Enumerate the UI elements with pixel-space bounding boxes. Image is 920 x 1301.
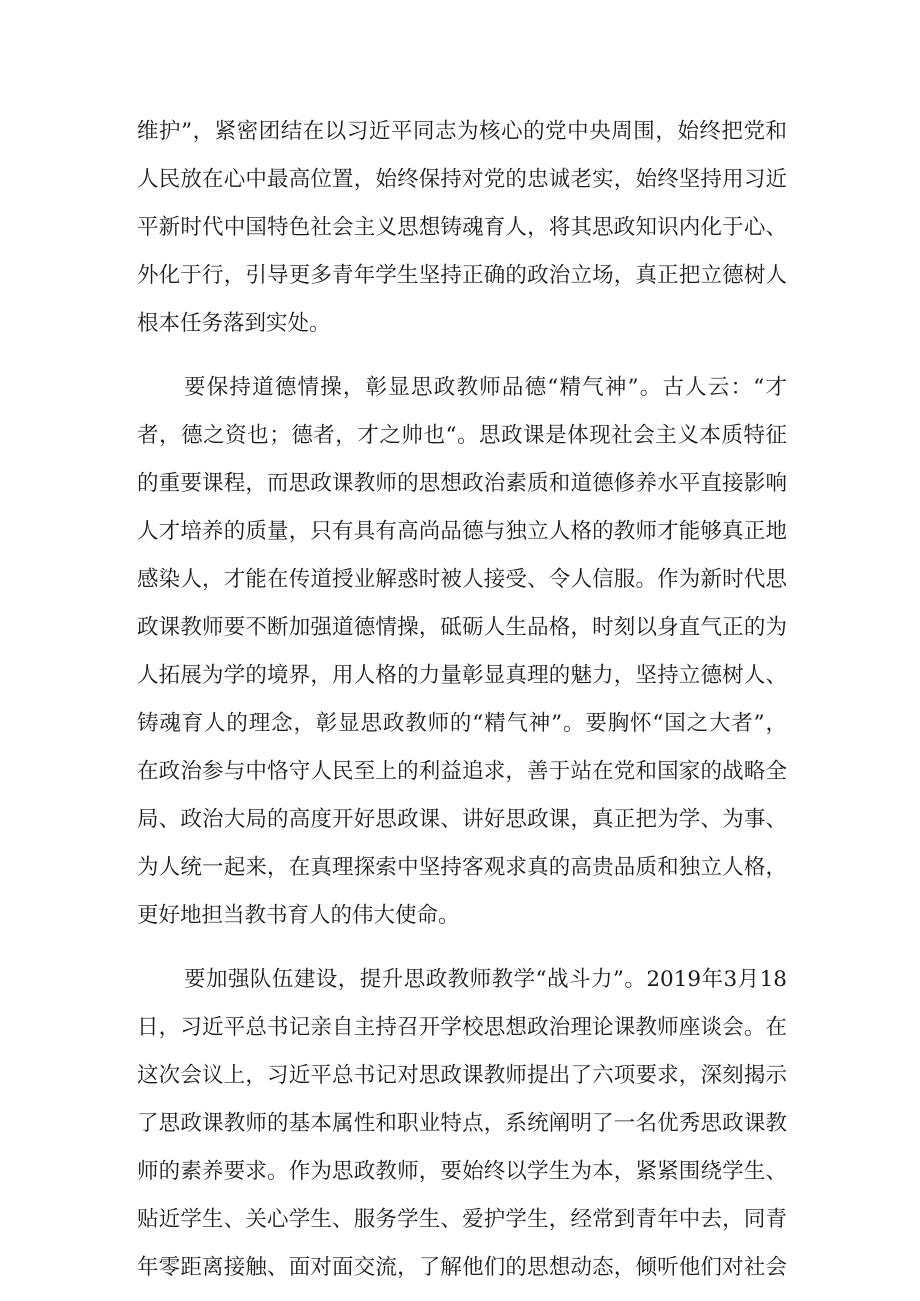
document-body <box>137 108 787 1292</box>
text-line: 师的素养要求。作为思政教师，要始终以学生为本，紧紧围绕学生、 <box>137 1159 787 1184</box>
paragraph-gap <box>137 940 787 956</box>
paragraph-3 <box>137 956 787 1292</box>
text-line: 这次会议上，习近平总书记对思政课教师提出了六项要求，深刻揭示 <box>137 1063 787 1088</box>
text-line: 为人统一起来，在真理探索中坚持客观求真的高贵品质和独立人格， <box>137 855 787 880</box>
text-line: 铸魂育人的理念，彰显思政教师的“精气神”。要胸怀“国之大者”， <box>137 711 787 736</box>
text-line: 感染人，才能在传道授业解惑时被人接受、令人信服。作为新时代思 <box>137 567 787 592</box>
paragraph-2 <box>137 364 787 940</box>
text-line: 人拓展为学的境界，用人格的力量彰显真理的魅力，坚持立德树人、 <box>137 663 787 688</box>
text-line: 了思政课教师的基本属性和职业特点，系统阐明了一名优秀思政课教 <box>137 1111 787 1136</box>
text-line: 人民放在心中最高位置，始终保持对党的忠诚老实，始终坚持用习近 <box>137 167 787 192</box>
text-line: 在政治参与中恪守人民至上的利益追求，善于站在党和国家的战略全 <box>137 759 787 784</box>
paragraph-gap <box>137 348 787 364</box>
text-line: 要加强队伍建设，提升思政教师教学“战斗力”。2019年3月18 <box>184 967 787 992</box>
text-line: 维护”，紧密团结在以习近平同志为核心的党中央周围，始终把党和 <box>137 119 787 144</box>
text-line: 政课教师要不断加强道德情操，砥砺人生品格，时刻以身直气正的为 <box>137 615 787 640</box>
text-line: 外化于行，引导更多青年学生坚持正确的政治立场，真正把立德树人 <box>137 263 787 288</box>
text-line: 日，习近平总书记亲自主持召开学校思想政治理论课教师座谈会。在 <box>137 1015 787 1040</box>
text-line: 贴近学生、关心学生、服务学生、爱护学生，经常到青年中去，同青 <box>137 1207 787 1232</box>
text-line: 者，德之资也；德者，才之帅也“。思政课是体现社会主义本质特征 <box>137 423 787 448</box>
text-line: 人才培养的质量，只有具有高尚品德与独立人格的教师才能够真正地 <box>137 519 787 544</box>
text-line: 的重要课程，而思政课教师的思想政治素质和道德修养水平直接影响 <box>137 471 787 496</box>
text-line: 根本任务落到实处。 <box>137 311 331 336</box>
text-line: 更好地担当教书育人的伟大使命。 <box>137 903 460 928</box>
text-line: 平新时代中国特色社会主义思想铸魂育人，将其思政知识内化于心、 <box>137 215 787 240</box>
text-line: 要保持道德情操，彰显思政教师品德“精气神”。古人云：“才 <box>184 375 787 400</box>
text-line: 年零距离接触、面对面交流，了解他们的思想动态，倾听他们对社会 <box>137 1255 787 1280</box>
paragraph-1 <box>137 108 787 348</box>
text-line: 局、政治大局的高度开好思政课、讲好思政课，真正把为学、为事、 <box>137 807 787 832</box>
